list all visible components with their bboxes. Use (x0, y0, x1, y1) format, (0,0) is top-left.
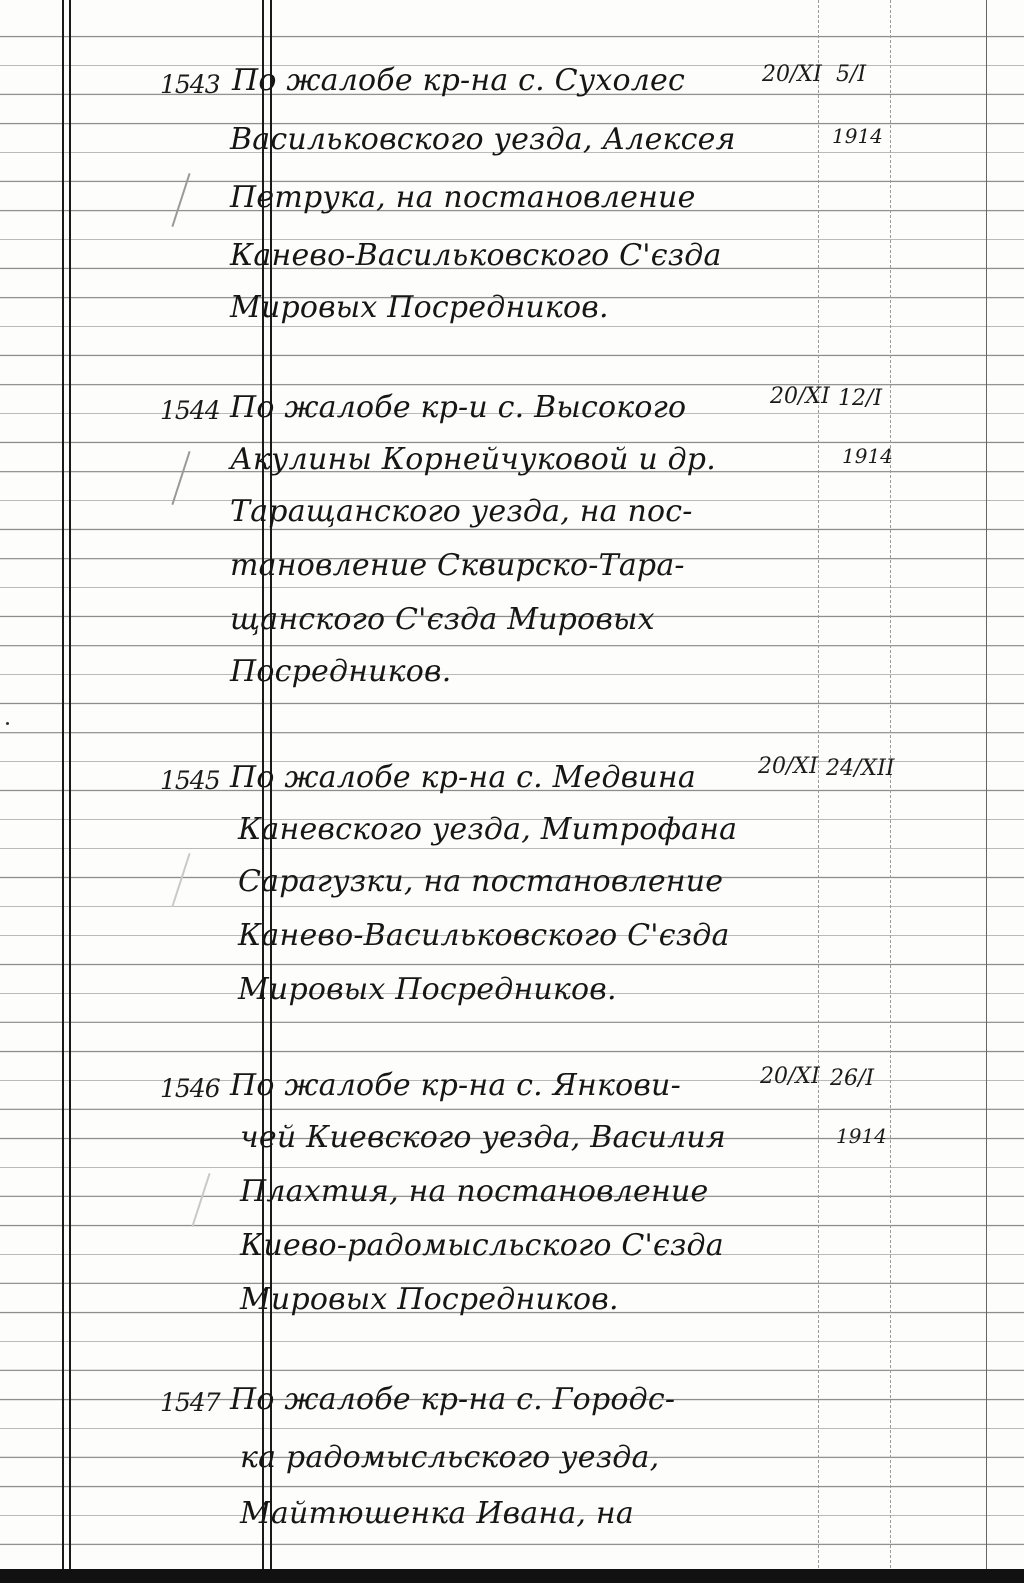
entry-1547 (0, 1374, 1024, 1564)
entry-number: 1547 (160, 1388, 220, 1417)
received-date: 20/XI (758, 754, 818, 779)
entry-text-line: Мировых Посредников. (240, 1282, 619, 1317)
entry-text-line: Плахтия, на постановление (240, 1174, 709, 1209)
resolved-year: 1914 (836, 1124, 887, 1148)
entry-1544 (0, 382, 1024, 712)
entry-1545 (0, 752, 1024, 1012)
ink-speck (6, 722, 9, 725)
entry-text-line: тановление Сквирско-Тара- (230, 548, 685, 583)
entry-text-line: Канево-Васильковского С'єзда (238, 918, 730, 953)
entry-text-line: Каневского уезда, Митрофана (238, 812, 738, 847)
entry-text-line: Мировых Посредников. (238, 972, 617, 1007)
scan-edge-bar (0, 1569, 1024, 1583)
resolved-date: 12/I (838, 386, 883, 411)
entry-number: 1545 (160, 766, 220, 795)
entry-text-line: По жалобе кр-на с. Городс- (230, 1382, 676, 1417)
entry-text-line: Акулины Корнейчуковой и др. (230, 442, 716, 477)
entry-text-line: Сарагузки, на постановление (238, 864, 724, 899)
entry-text-line: Мировых Посредников. (230, 290, 609, 325)
entry-text-line: По жалобе кр-на с. Сухолес (232, 63, 686, 98)
entry-text-line: чей Киевского уезда, Василия (240, 1120, 726, 1155)
received-date: 20/XI (762, 62, 822, 87)
entry-text-line: Посредников. (230, 654, 452, 689)
entry-text-line: Майтюшенка Ивана, на (240, 1496, 634, 1531)
entry-number: 1546 (160, 1074, 220, 1103)
resolved-date: 5/I (836, 62, 867, 87)
entry-1543 (0, 58, 1024, 328)
resolved-date: 26/I (830, 1066, 875, 1091)
resolved-year: 1914 (832, 124, 883, 148)
received-date: 20/XI (760, 1064, 820, 1089)
resolved-year: 1914 (842, 444, 893, 468)
entry-text-line: Васильковского уезда, Алексея (230, 122, 736, 157)
received-date: 20/XI (770, 384, 830, 409)
entry-1546 (0, 1062, 1024, 1332)
entry-text-line: Канево-Васильковского С'єзда (230, 238, 722, 273)
entry-text-line: ка радомысльского уезда, (240, 1440, 660, 1475)
entry-text-line: Петрука, на постановление (230, 180, 696, 215)
resolved-date: 24/XII (826, 756, 895, 781)
entry-text-line: щанского С'єзда Мировых (230, 602, 655, 637)
entry-number: 1543 (160, 70, 220, 99)
entry-text-line: По жалобе кр-на с. Медвина (230, 760, 696, 795)
entry-text-line: По жалобе кр-и с. Высокого (230, 390, 687, 425)
entry-number: 1544 (160, 396, 220, 425)
entry-text-line: Киево-радомысльского С'єзда (240, 1228, 724, 1263)
entry-text-line: Таращанского уезда, на пос- (230, 494, 693, 529)
entry-text-line: По жалобе кр-на с. Янкови- (230, 1068, 681, 1103)
